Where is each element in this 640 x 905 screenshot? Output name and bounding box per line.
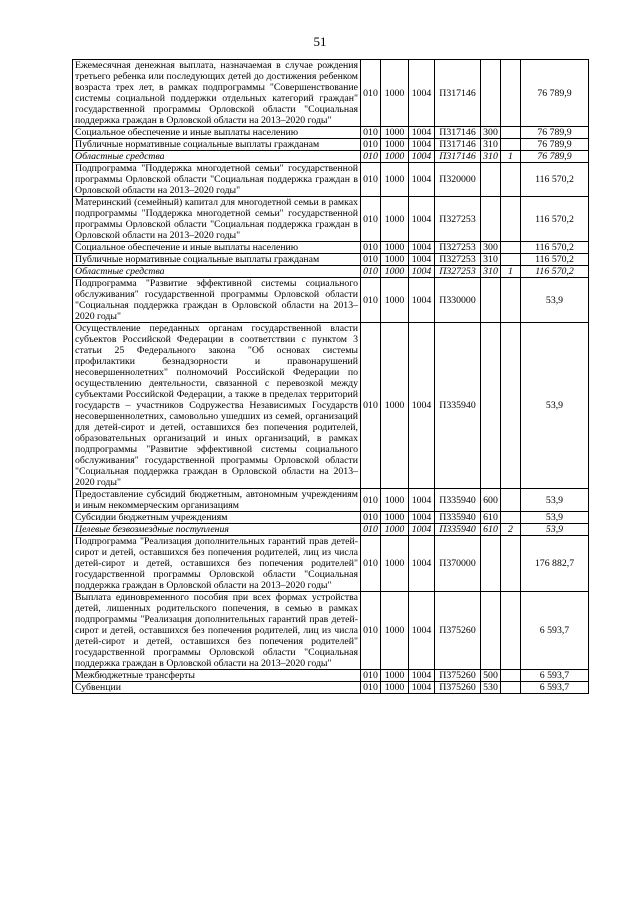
target-article-code: П317146 [435,127,481,139]
subsection-code: 1004 [409,254,435,266]
table-row [73,278,589,323]
amount: 76 789,9 [521,139,589,151]
funding-source-code [501,682,521,694]
subsection-code: 1004 [409,60,435,127]
funding-source-code [501,127,521,139]
ved-code: 010 [361,127,381,139]
section-code: 1000 [381,489,409,512]
funding-source-code [501,489,521,512]
ved-code: 010 [361,197,381,242]
row-name: Публичные нормативные социальные выплаты гражданам [73,139,361,151]
row-name: Социальное обеспечение и иные выплаты населению [73,127,361,139]
subsection-code: 1004 [409,592,435,670]
section-code: 1000 [381,151,409,163]
table-row [73,139,589,151]
subsection-code: 1004 [409,151,435,163]
section-code: 1000 [381,127,409,139]
subsection-code: 1004 [409,323,435,489]
row-name: Подпрограмма "Развитие эффективной системы социального обслуживания" государственной программы Орловской области "Социальная поддержка граждан в Орловской области на 2013–2020 годы" [73,278,361,323]
amount: 116 570,2 [521,254,589,266]
section-code: 1000 [381,197,409,242]
row-name: Выплата единовременного пособия при всех формах устройства детей, лишенных родительского попечения, в семью в рамках подпрограммы "Реализация дополнительных гарантий прав детей-сирот и детей, оставшихся без попечения родителей, лиц из числа детей-сирот и детей, оставшихся без попечения родителей" государственной программы Орловской области "Социальная поддержка граждан в Орловской области на 2013–2020 годы" [73,592,361,670]
amount: 76 789,9 [521,60,589,127]
table-row [73,670,589,682]
amount: 116 570,2 [521,242,589,254]
row-name: Публичные нормативные социальные выплаты гражданам [73,254,361,266]
section-code: 1000 [381,592,409,670]
ved-code: 010 [361,323,381,489]
row-name: Областные средства [73,266,361,278]
section-code: 1000 [381,139,409,151]
ved-code: 010 [361,254,381,266]
target-article-code: П327253 [435,242,481,254]
funding-source-code [501,60,521,127]
table-row [73,682,589,694]
ved-code: 010 [361,242,381,254]
subsection-code: 1004 [409,139,435,151]
expense-type-code: 310 [481,266,501,278]
row-name: Субвенции [73,682,361,694]
funding-source-code [501,323,521,489]
expense-type-code: 310 [481,151,501,163]
subsection-code: 1004 [409,242,435,254]
funding-source-code [501,254,521,266]
ved-code: 010 [361,536,381,592]
funding-source-code [501,512,521,524]
subsection-code: 1004 [409,278,435,323]
subsection-code: 1004 [409,163,435,197]
row-name: Материнский (семейный) капитал для многодетной семьи в рамках подпрограммы "Поддержка многодетной семьи" государственной программы Орловской области "Социальная поддержка граждан в Орловской области на 2013–2020 годы" [73,197,361,242]
funding-source-code: 1 [501,266,521,278]
table-row [73,266,589,278]
target-article-code: П370000 [435,536,481,592]
row-name: Социальное обеспечение и иные выплаты населению [73,242,361,254]
amount: 76 789,9 [521,151,589,163]
section-code: 1000 [381,524,409,536]
expense-type-code: 300 [481,242,501,254]
section-code: 1000 [381,682,409,694]
expense-type-code: 310 [481,139,501,151]
ved-code: 010 [361,139,381,151]
row-name: Осуществление переданных органам государственной власти субъектов Российской Федерации в соответствии с пунктом 3 статьи 25 Федерального закона "Об основах системы профилактики безнадзорности и правонарушений несовершеннолетних" полномочий Российской Федерации по осуществлению деятельности, связанной с перевозкой между субъектами Российской Федерации, а также в пределах территорий государств – участников Содружества Независимых Государств несовершеннолетних, самовольно ушедших из семей, организаций для детей-сирот и детей, оставшихся без попечения родителей, образовательных организаций и иных организаций, в рамках подпрограммы "Развитие эффективной системы социального обслуживания" государственной программы Орловской области "Социальная поддержка граждан в Орловской области на 2013–2020 годы" [73,323,361,489]
funding-source-code [501,536,521,592]
expense-type-code [481,278,501,323]
amount: 6 593,7 [521,670,589,682]
funding-source-code: 2 [501,524,521,536]
subsection-code: 1004 [409,536,435,592]
expense-type-code [481,323,501,489]
row-name: Целевые безвозмездные поступления [73,524,361,536]
expense-type-code: 600 [481,489,501,512]
expense-type-code: 310 [481,254,501,266]
amount: 176 882,7 [521,536,589,592]
funding-source-code [501,592,521,670]
ved-code: 010 [361,60,381,127]
table-row [73,60,589,127]
ved-code: 010 [361,670,381,682]
expense-type-code [481,60,501,127]
ved-code: 010 [361,163,381,197]
table-row [73,254,589,266]
target-article-code: П335940 [435,524,481,536]
table-row [73,592,589,670]
target-article-code: П327253 [435,197,481,242]
expense-type-code: 530 [481,682,501,694]
row-name: Субсидии бюджетным учреждениям [73,512,361,524]
section-code: 1000 [381,163,409,197]
row-name: Подпрограмма "Поддержка многодетной семьи" государственной программы Орловской области "Социальная поддержка граждан в Орловской области на 2013–2020 годы" [73,163,361,197]
subsection-code: 1004 [409,266,435,278]
funding-source-code: 1 [501,151,521,163]
target-article-code: П335940 [435,489,481,512]
row-name: Межбюджетные трансферты [73,670,361,682]
ved-code: 010 [361,489,381,512]
target-article-code: П320000 [435,163,481,197]
amount: 116 570,2 [521,197,589,242]
target-article-code: П317146 [435,60,481,127]
subsection-code: 1004 [409,512,435,524]
funding-source-code [501,242,521,254]
amount: 6 593,7 [521,592,589,670]
ved-code: 010 [361,682,381,694]
table-row [73,524,589,536]
amount: 53,9 [521,278,589,323]
expense-type-code [481,592,501,670]
amount: 116 570,2 [521,163,589,197]
target-article-code: П327253 [435,266,481,278]
table-row [73,127,589,139]
row-name: Предоставление субсидий бюджетным, автономным учреждениям и иным некоммерческим организациям [73,489,361,512]
amount: 53,9 [521,489,589,512]
funding-source-code [501,278,521,323]
table-row [73,163,589,197]
target-article-code: П317146 [435,139,481,151]
funding-source-code [501,139,521,151]
target-article-code: П375260 [435,670,481,682]
funding-source-code [501,670,521,682]
expense-type-code [481,536,501,592]
section-code: 1000 [381,278,409,323]
ved-code: 010 [361,278,381,323]
amount: 53,9 [521,512,589,524]
table-row [73,323,589,489]
amount: 116 570,2 [521,266,589,278]
target-article-code: П375260 [435,592,481,670]
subsection-code: 1004 [409,682,435,694]
page-number: 51 [313,34,327,49]
ved-code: 010 [361,592,381,670]
row-name: Ежемесячная денежная выплата, назначаемая в случае рождения третьего ребенка или последующих детей до достижения ребенком возраста трех лет, в рамках подпрограммы "Совершенствование системы социальной поддержки отдельных категорий граждан" государственной программы Орловской области "Социальная поддержка граждан в Орловской области на 2013–2020 годы" [73,60,361,127]
section-code: 1000 [381,242,409,254]
subsection-code: 1004 [409,127,435,139]
target-article-code: П317146 [435,151,481,163]
table-row [73,242,589,254]
amount: 53,9 [521,524,589,536]
table-row [73,489,589,512]
funding-source-code [501,163,521,197]
ved-code: 010 [361,266,381,278]
expense-type-code [481,197,501,242]
ved-code: 010 [361,512,381,524]
budget-table [72,59,589,694]
table-row [73,197,589,242]
table-row [73,151,589,163]
ved-code: 010 [361,151,381,163]
expense-type-code: 500 [481,670,501,682]
target-article-code: П375260 [435,682,481,694]
section-code: 1000 [381,254,409,266]
subsection-code: 1004 [409,489,435,512]
section-code: 1000 [381,670,409,682]
funding-source-code [501,197,521,242]
row-name: Подпрограмма "Реализация дополнительных гарантий прав детей-сирот и детей, оставшихся без попечения родителей, лиц из числа детей-сирот и детей, оставшихся без попечения родителей" государственной программы Орловской области "Социальная поддержка граждан в Орловской области на 2013–2020 годы" [73,536,361,592]
section-code: 1000 [381,266,409,278]
expense-type-code: 610 [481,524,501,536]
subsection-code: 1004 [409,197,435,242]
table-row [73,512,589,524]
row-name: Областные средства [73,151,361,163]
ved-code: 010 [361,524,381,536]
expense-type-code [481,163,501,197]
expense-type-code: 300 [481,127,501,139]
target-article-code: П335940 [435,512,481,524]
section-code: 1000 [381,60,409,127]
subsection-code: 1004 [409,524,435,536]
section-code: 1000 [381,536,409,592]
amount: 53,9 [521,323,589,489]
section-code: 1000 [381,323,409,489]
subsection-code: 1004 [409,670,435,682]
section-code: 1000 [381,512,409,524]
target-article-code: П327253 [435,254,481,266]
expense-type-code: 610 [481,512,501,524]
amount: 6 593,7 [521,682,589,694]
target-article-code: П335940 [435,323,481,489]
target-article-code: П330000 [435,278,481,323]
table-row [73,536,589,592]
amount: 76 789,9 [521,127,589,139]
